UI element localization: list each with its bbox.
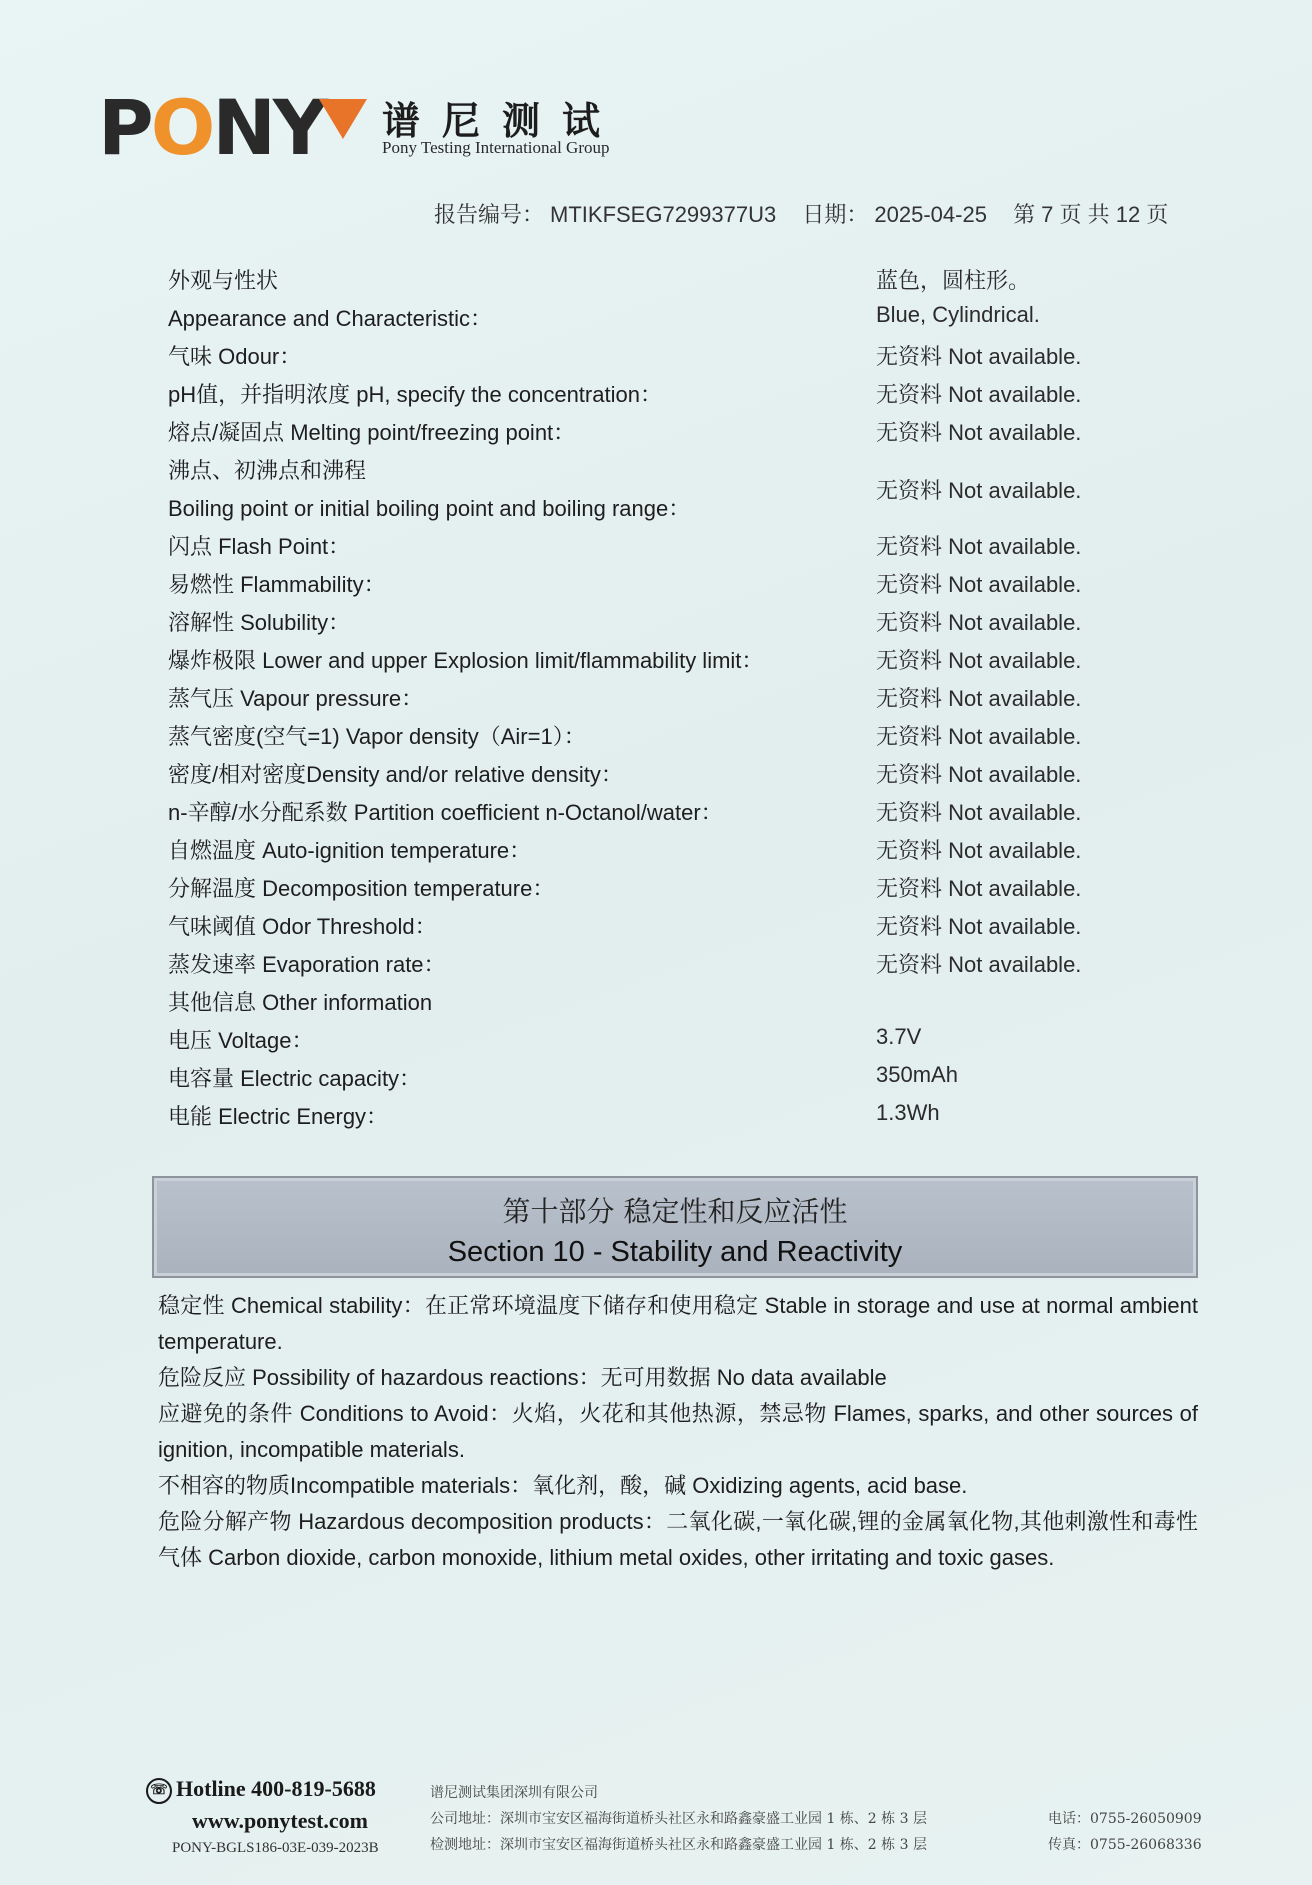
property-row — [168, 378, 1128, 416]
property-value: Blue, Cylindrical. — [876, 302, 1040, 327]
property-value: 蓝色，圆柱形。 — [876, 268, 1031, 293]
property-value: 无资料 Not available. — [876, 686, 1082, 711]
property-row — [168, 948, 1128, 986]
property-label: 蒸发速率 Evaporation rate： — [168, 952, 446, 977]
property-row — [168, 1024, 1128, 1062]
property-row — [168, 986, 1128, 1024]
property-label: 电容量 Electric capacity： — [168, 1066, 422, 1091]
conditions-paragraph — [158, 1396, 1198, 1468]
property-label: pH值，并指明浓度 pH, specify the concentration： — [168, 382, 662, 407]
property-label: 其他信息 Other information — [168, 990, 433, 1015]
property-row — [168, 796, 1128, 834]
website-link[interactable]: www.ponytest.com — [192, 1808, 368, 1833]
property-label: 沸点、初沸点和沸程 — [168, 458, 367, 483]
property-value: 无资料 Not available. — [876, 648, 1082, 673]
property-row — [168, 872, 1128, 910]
property-label: 气味阈值 Odor Threshold： — [168, 914, 437, 939]
property-label: 蒸气压 Vapour pressure： — [168, 686, 424, 711]
property-value: 无资料 Not available. — [876, 914, 1082, 939]
date-label: 日期： — [802, 202, 869, 227]
property-label: 熔点/凝固点 Melting point/freezing point： — [168, 420, 576, 445]
hazardous-reactions-paragraph — [158, 1360, 1198, 1396]
paragraph-key: 不相容的物质Incompatible materials： — [158, 1473, 533, 1498]
property-label: n-辛醇/水分配系数 Partition coefficient n-Octanol/water： — [168, 800, 723, 825]
property-value: 无资料 Not available. — [876, 762, 1082, 787]
property-value: 无资料 Not available. — [876, 952, 1082, 977]
logo-letters-ny: NY — [212, 83, 325, 172]
property-label: 蒸气密度(空气=1) Vapor density（Air=1）： — [168, 724, 586, 749]
property-row — [168, 478, 1128, 530]
paragraph-text: 氧化剂，酸，碱 Oxidizing agents, acid base. — [532, 1473, 968, 1498]
paragraph-key: 危险分解产物 Hazardous decomposition products： — [158, 1509, 667, 1534]
property-value: 无资料 Not available. — [876, 572, 1082, 597]
report-number-label: 报告编号： — [434, 202, 545, 227]
property-label: 气味 Odour： — [168, 344, 302, 369]
property-label: 电能 Electric Energy： — [168, 1104, 389, 1129]
paragraph-key: 危险反应 Possibility of hazardous reactions： — [158, 1365, 601, 1390]
property-row — [168, 644, 1128, 682]
property-label: 密度/相对密度Density and/or relative density： — [168, 762, 623, 787]
property-label: Appearance and Characteristic： — [168, 306, 493, 331]
property-value: 无资料 Not available. — [876, 724, 1082, 749]
property-value: 无资料 Not available. — [876, 800, 1082, 825]
pony-logo — [98, 83, 367, 172]
property-value: 无资料 Not available. — [876, 534, 1082, 559]
property-value: 无资料 Not available. — [876, 382, 1082, 407]
property-row — [168, 1062, 1128, 1100]
property-row — [168, 264, 1128, 302]
property-row — [168, 720, 1128, 758]
property-label: 溶解性 Solubility： — [168, 610, 351, 635]
page-info: 第 7 页 共 12 页 — [1013, 202, 1169, 227]
property-row — [168, 606, 1128, 644]
property-value: 无资料 Not available. — [876, 478, 1082, 503]
company-name: 谱尼测试集团深圳有限公司 — [430, 1785, 598, 1801]
property-label: 爆炸极限 Lower and upper Explosion limit/flammability limit： — [168, 648, 764, 673]
stability-paragraph — [158, 1288, 1198, 1360]
logo-arrow-icon — [319, 99, 367, 139]
hotline — [146, 1776, 376, 1804]
property-row — [168, 302, 1128, 340]
property-row — [168, 682, 1128, 720]
paragraph-text: 火焰，火花和其他热源，禁忌物 Flames, sparks, and other sources of ignition, incompatible materials. — [158, 1401, 1198, 1462]
report-date: 2025-04-25 — [874, 202, 987, 227]
section-10-body — [158, 1288, 1198, 1576]
report-info — [434, 198, 1174, 229]
property-value: 1.3Wh — [876, 1100, 940, 1125]
property-label: 易燃性 Flammability： — [168, 572, 386, 597]
section-title-cn: 第十部分 稳定性和反应活性 — [502, 1195, 848, 1228]
document-code: PONY-BGLS186-03E-039-2023B — [172, 1840, 379, 1856]
phone-icon: ☏ — [146, 1778, 172, 1804]
property-label: 外观与性状 — [168, 268, 279, 293]
property-row — [168, 758, 1128, 796]
decomposition-paragraph — [158, 1504, 1198, 1576]
incompatible-paragraph — [158, 1468, 1198, 1504]
brand-name-cn: 谱尼测试 — [382, 98, 623, 143]
paragraph-text: 无可用数据 No data available — [600, 1365, 887, 1390]
logo-letter-o: O — [150, 83, 213, 172]
property-row — [168, 530, 1128, 568]
property-row — [168, 416, 1128, 454]
property-label: 自燃温度 Auto-ignition temperature： — [168, 838, 532, 863]
property-label: 分解温度 Decomposition temperature： — [168, 876, 555, 901]
telephone: 电话：0755-26050909 — [1048, 1811, 1202, 1827]
property-row — [168, 910, 1128, 948]
property-value: 无资料 Not available. — [876, 610, 1082, 635]
paragraph-key: 稳定性 Chemical stability： — [158, 1293, 425, 1318]
property-value: 无资料 Not available. — [876, 344, 1082, 369]
fax: 传真：0755-26068336 — [1048, 1837, 1202, 1853]
property-label: Boiling point or initial boiling point and boiling range： — [168, 496, 691, 521]
property-value: 3.7V — [876, 1024, 922, 1049]
property-row — [168, 340, 1128, 378]
property-value: 无资料 Not available. — [876, 838, 1082, 863]
company-address: 公司地址：深圳市宝安区福海街道桥头社区永和路鑫豪盛工业园 1 栋、2 栋 3 层 — [430, 1811, 927, 1827]
hotline-text: Hotline 400-819-5688 — [176, 1776, 376, 1801]
report-number: MTIKFSEG7299377U3 — [550, 202, 777, 227]
paragraph-text: 二氧化碳,一氧化碳,锂的金属氧化物,其他刺激性和毒性气体 Carbon dioxide, carbon monoxide, lithium metal oxides, other irritating and toxic gases. — [158, 1509, 1198, 1570]
section-10-header — [152, 1176, 1198, 1278]
test-address: 检测地址：深圳市宝安区福海街道桥头社区永和路鑫豪盛工业园 1 栋、2 栋 3 层 — [430, 1837, 927, 1853]
property-label: 电压 Voltage： — [168, 1028, 314, 1053]
property-value: 350mAh — [876, 1062, 958, 1087]
property-row — [168, 568, 1128, 606]
property-row — [168, 834, 1128, 872]
logo-letter-p: P — [98, 83, 151, 172]
property-value: 无资料 Not available. — [876, 876, 1082, 901]
paragraph-text: 在正常环境温度下储存和使用稳定 Stable in storage and use at normal ambient temperature. — [158, 1293, 1198, 1354]
brand-name-en: Pony Testing International Group — [382, 138, 610, 157]
property-label: 闪点 Flash Point： — [168, 534, 351, 559]
paragraph-key: 应避免的条件 Conditions to Avoid： — [158, 1401, 512, 1426]
section-title-en: Section 10 - Stability and Reactivity — [447, 1236, 903, 1268]
property-row — [168, 1100, 1128, 1138]
property-value: 无资料 Not available. — [876, 420, 1082, 445]
